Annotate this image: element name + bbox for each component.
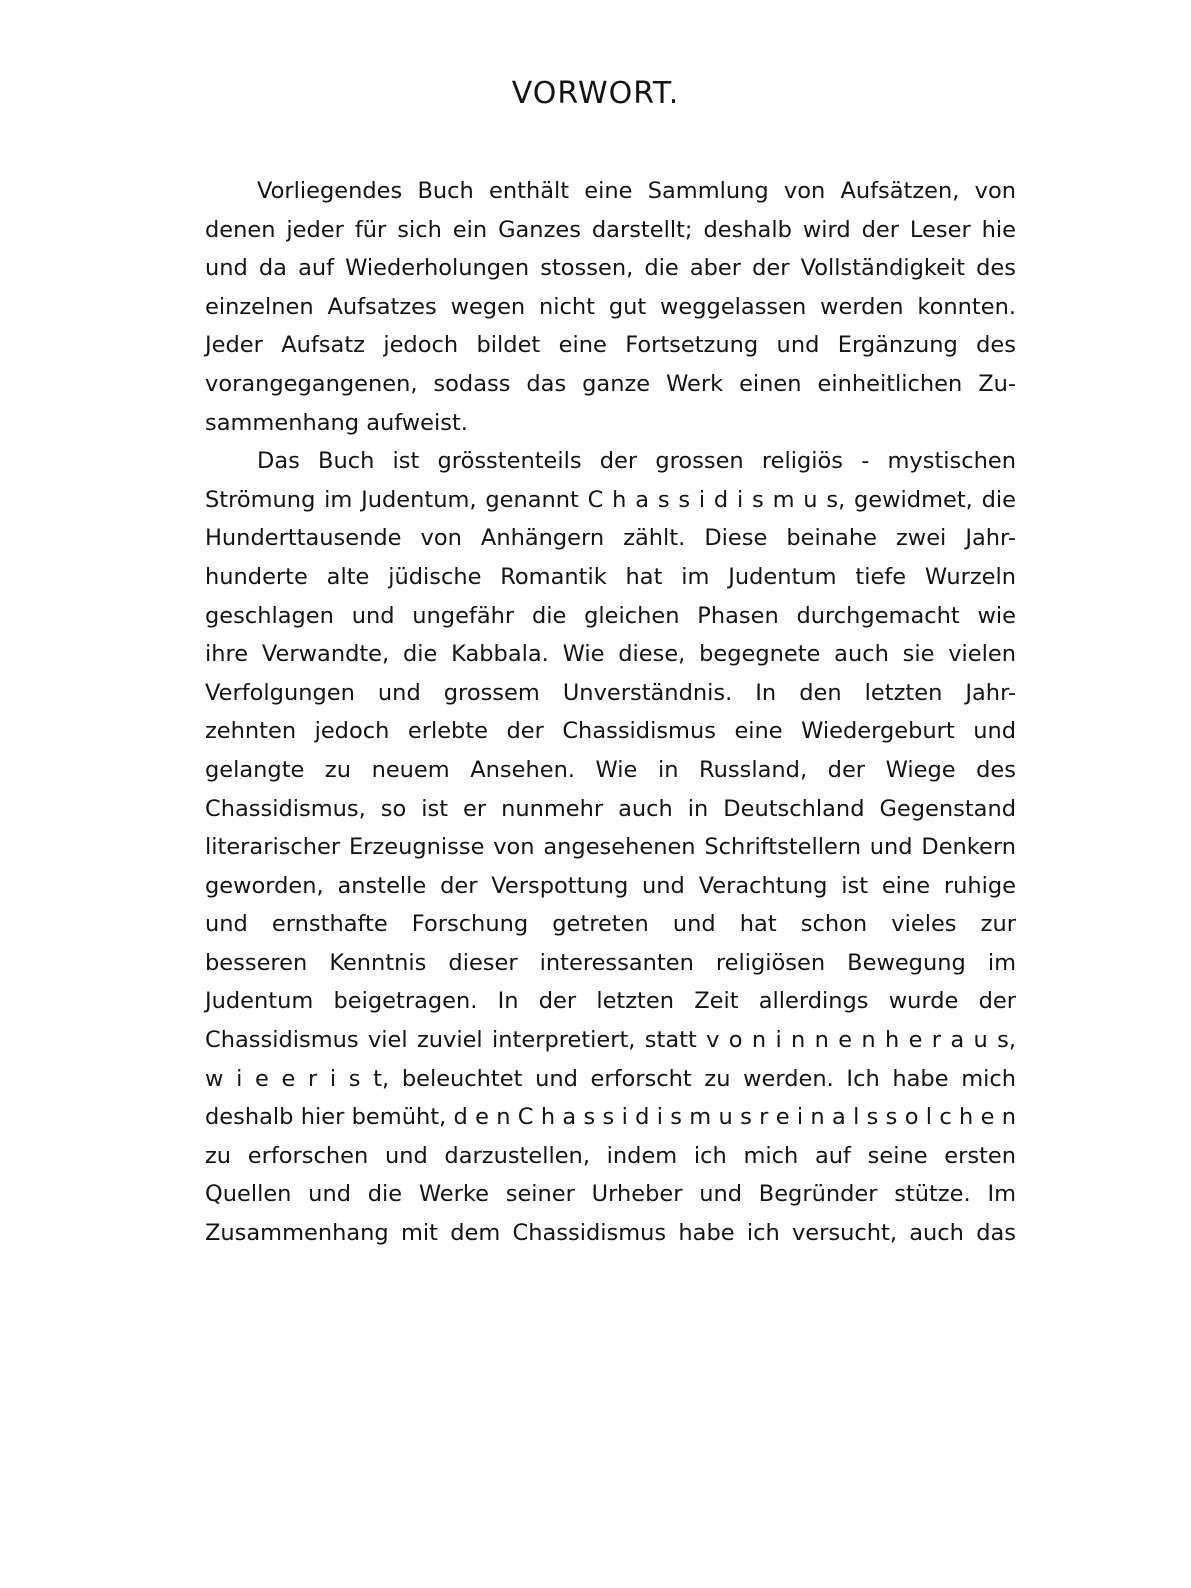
text-line: und da auf Wiederholungen stossen, die aber der Vollständigkeit des: [205, 255, 1016, 282]
text-line: Judentum beigetragen. In der letzten Zeit allerdings wurde der: [205, 988, 1016, 1015]
text-line: geschlagen und ungefähr die gleichen Phasen durchgemacht wie: [205, 602, 1016, 629]
text-line: und ernsthafte Forschung getreten und hat schon vieles zur: [205, 911, 1016, 938]
text-line: gelangte zu neuem Ansehen. Wie in Russland, der Wiege des: [205, 756, 1016, 783]
text-line: deshalb hier bemüht, d e n C h a s s i d i s m u s r e i n a l s s o l c h e n: [205, 1104, 1016, 1131]
text-line: zu erforschen und darzustellen, indem ich mich auf seine ersten: [205, 1142, 1016, 1169]
text-line: einzelnen Aufsatzes wegen nicht gut weggelassen werden konnten.: [205, 293, 1016, 320]
text-line: Zusammenhang mit dem Chassidismus habe ich versucht, auch das: [205, 1220, 1016, 1247]
text-line: vorangegangenen, sodass das ganze Werk einen einheitlichen Zu-: [205, 370, 1016, 397]
text-line: Hunderttausende von Anhängern zählt. Diese beinahe zwei Jahr-: [205, 525, 1016, 552]
text-line: Strömung im Judentum, genannt C h a s s i d i s m u s, gewidmet, die: [205, 486, 1016, 513]
text-line: Quellen und die Werke seiner Urheber und Begründer stütze. Im: [205, 1181, 1016, 1208]
text-line: Chassidismus, so ist er nunmehr auch in Deutschland Gegenstand: [205, 795, 1016, 822]
body-text: [205, 172, 1016, 1253]
text-line: literarischer Erzeugnisse von angesehenen Schriftstellern und Denkern: [205, 834, 1016, 861]
text-line: zehnten jedoch erlebte der Chassidismus eine Wiedergeburt und: [205, 718, 1016, 745]
text-line: geworden, anstelle der Verspottung und Verachtung ist eine ruhige: [205, 872, 1016, 899]
text-line: Chassidismus viel zuviel interpretiert, statt v o n i n n e n h e r a u s,: [205, 1027, 1016, 1054]
text-line: w i e e r i s t, beleuchtet und erforscht zu werden. Ich habe mich: [205, 1065, 1016, 1092]
page-title: VORWORT.: [511, 76, 680, 111]
text-line: ihre Verwandte, die Kabbala. Wie diese, begegnete auch sie vielen: [205, 641, 1016, 668]
text-line: Jeder Aufsatz jedoch bildet eine Fortsetzung und Ergänzung des: [205, 332, 1016, 359]
text-line: sammenhang aufweist.: [205, 409, 468, 436]
text-line: Verfolgungen und grossem Unverständnis. In den letzten Jahr-: [205, 679, 1016, 706]
text-line: hunderte alte jüdische Romantik hat im Judentum tiefe Wurzeln: [205, 563, 1016, 590]
text-line: Das Buch ist grösstenteils der grossen religiös - mystischen: [257, 448, 1016, 475]
text-line: Vorliegendes Buch enthält eine Sammlung von Aufsätzen, von: [257, 178, 1016, 204]
text-line: besseren Kenntnis dieser interessanten religiösen Bewegung im: [205, 949, 1016, 976]
text-line: denen jeder für sich ein Ganzes darstellt; deshalb wird der Leser hie: [205, 216, 1016, 243]
